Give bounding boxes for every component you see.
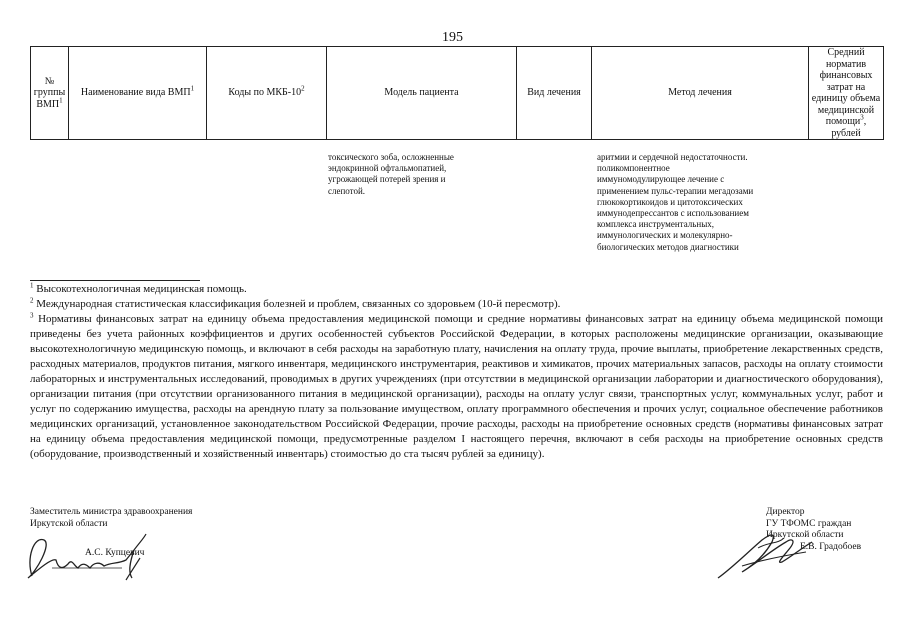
header-treatment-method: Метод лечения [592,47,809,140]
header-group-number: № группы ВМП$^1$ [31,47,69,140]
header-patient-model: Модель пациента [327,47,517,140]
handwritten-signature-left [22,528,172,588]
header-icd-codes: Коды по МКБ-$10^2$ [207,47,327,140]
signer-name-left: А.С. Купцевич [85,548,145,558]
signer-title-left: Заместитель министра здравоохранения [30,507,193,517]
footnote-3: $^3$ Нормативы финансовых затрат на единицу объема предоставления медицинской помощи и средние нормативы финансовых затрат на единицу объема медицинской помощи приведены без учета районных коэффициентов и других особенностей субъектов Российской Федерации, в которых расположены медицинские организации, оказывающие высокотехнологичную медицинскую помощь, и включают в себя расходы на заработную плату, начисления на оплату труда, прочие выплаты, приобретение лекарственных средств, расходных материалов, продуктов питания, мягкого инвентаря, медицинского инструментария, реактивов и химикатов, прочих материальных запасов, расходы на оплату стоимости лабораторных и инструментальных исследований, проводимых в других учреждениях (при отсутствии в медицинской организации лаборатории и диагностического оборудования), организации питания (при отсутствии организованного питания в медицинской организации), расходы на оплату услуг связи, транспортных услуг, коммунальных услуг, работ и услуг по содержанию имущества, расходы на арендную плату за пользование имуществом, оплату программного обеспечения и прочих услуг, социальное обеспечение работников медицинских организаций, установленное законодательством Российской Федерации, прочие расходы, расходы на приобретение основных средств (нормативы финансовых затрат на единицу объема предоставления медицинской помощи, предусмотренные разделом I настоящего перечня, включают в себя расходы на приобретение основных средств (оборудование, производственный и хозяйственный инвентарь) стоимостью до ста тысяч рублей за единицу). [30,311,884,460]
signer-title-right: Директор [766,507,805,517]
handwritten-signature-right [712,522,822,584]
signer-name-right: Е.В. Градобоев [800,541,862,552]
footnote-2: $^2$ Международная статистическая классификация болезней и проблем, связанных со здоровьем (10-й пересмотр). [30,296,561,310]
table-header [30,46,884,140]
signer-org-left: Иркутской области [30,518,108,529]
header-treatment-type: Вид лечения [517,47,592,140]
signer-org-right: ГУ ТФОМС граждан [766,518,852,529]
patient-model-text: токсического зоба, осложненные эндокринной офтальмопатией, угрожающей потерей зрения и слепотой. [328,152,454,196]
signer-region-right: Иркутской области [766,530,844,540]
header-vmp-name: Наименование вида ВМП$^1$ [69,47,207,140]
footnote-divider [30,280,200,281]
header-cost-norm: Средний норматив финансовых затрат на единицу объема медицинской помощи$^3$, рублей [809,47,884,140]
page-number: 195 [442,30,463,45]
treatment-method-text: аритмии и сердечной недостаточности. поликомпонентное иммуномодулирующее лечение с применением пульс-терапии мегадозами глюкокортикоидов и цитотоксических иммунодепрессантов с использованием комплекса инструментальных, иммунологических и молекулярно- биологических методов диагностики [597,152,754,252]
footnote-1: $^1$ Высокотехнологичная медицинская помощь. [30,281,247,295]
footnotes [30,282,883,462]
